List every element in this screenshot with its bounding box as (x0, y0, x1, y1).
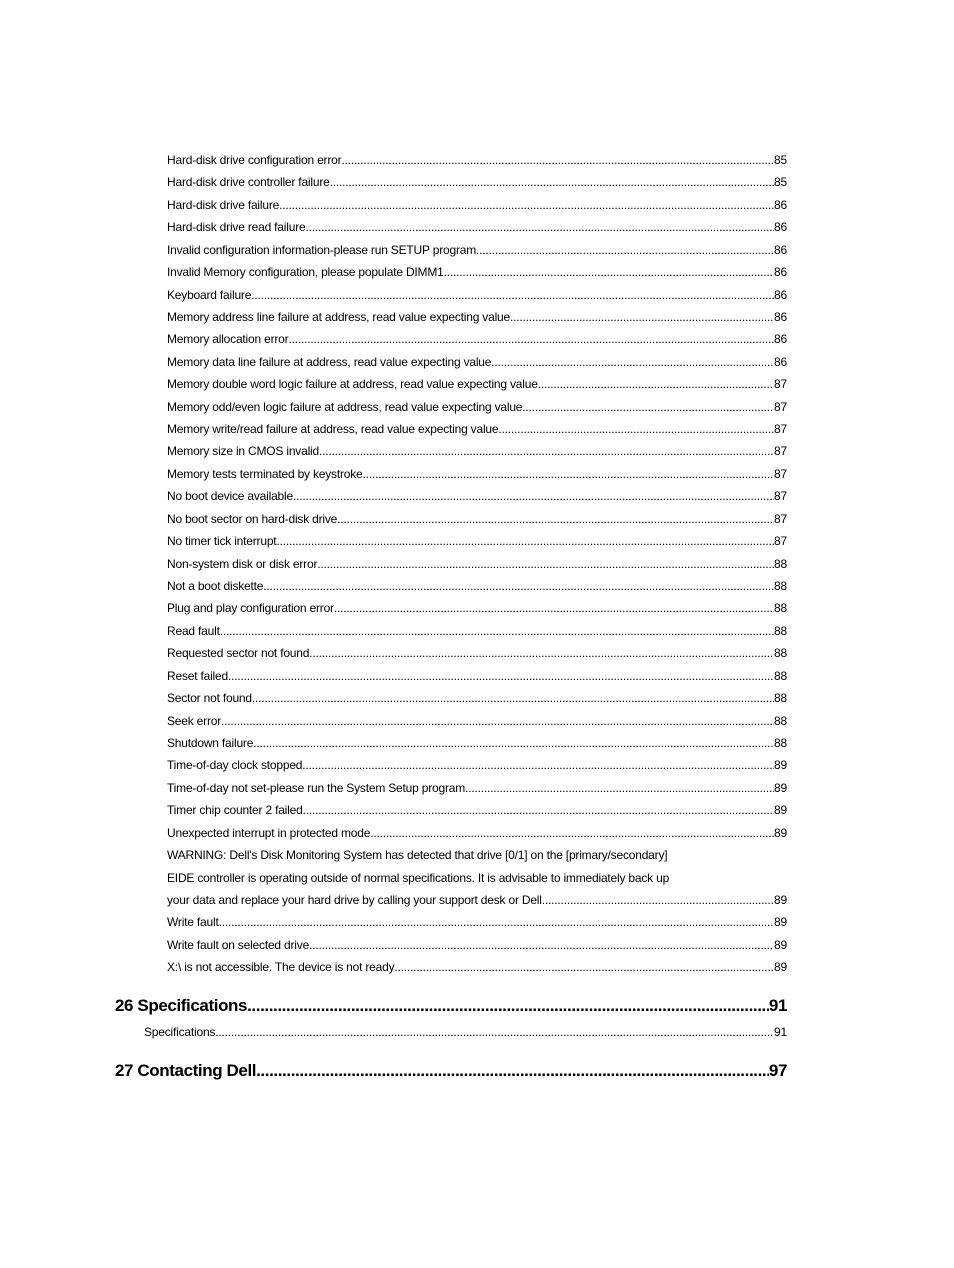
toc-entry-label: Non-system disk or disk error (167, 556, 318, 571)
toc-entry-page: 87 (774, 489, 787, 504)
dot-leader (476, 239, 774, 261)
toc-entry-page: 86 (774, 220, 787, 235)
dot-leader (293, 485, 774, 507)
toc-entry-label: X:\ is not accessible. The device is not ready (167, 960, 395, 975)
toc-entry-label: Invalid configuration information-please run SETUP program (167, 242, 477, 257)
toc-entry-page: 89 (774, 780, 787, 795)
dot-leader (341, 149, 774, 171)
toc-entry-page: 86 (774, 242, 787, 257)
toc-entry-label: Timer chip counter 2 failed (167, 803, 303, 818)
table-of-contents (0, 149, 954, 1086)
toc-entry[interactable] (167, 732, 787, 754)
chapter-title: 27 Contacting Dell (115, 1060, 257, 1080)
toc-warning-line-2[interactable] (167, 867, 787, 889)
dot-leader (542, 889, 774, 911)
dot-leader (317, 553, 774, 575)
toc-entry[interactable] (167, 530, 787, 552)
toc-entry-label: Unexpected interrupt in protected mode (167, 825, 371, 840)
toc-entry-label: Plug and play configuration error (167, 601, 334, 616)
dot-leader (510, 306, 774, 328)
toc-entry-label: Hard-disk drive configuration error (167, 153, 342, 167)
toc-entry-page: 88 (774, 646, 787, 661)
toc-entry-page: 91 (774, 1024, 787, 1039)
toc-entry[interactable] (167, 485, 787, 507)
toc-entry-page: 89 (774, 825, 787, 840)
dot-leader (288, 328, 774, 350)
dot-leader (309, 642, 774, 664)
toc-entry-label: Memory write/read failure at address, read value expecting value (167, 422, 499, 437)
dot-leader (498, 418, 774, 440)
toc-entry[interactable] (167, 216, 787, 238)
toc-entry[interactable] (167, 665, 787, 687)
spacer (0, 1043, 954, 1056)
toc-entry-label: Memory size in CMOS invalid (167, 444, 319, 459)
dot-leader (309, 934, 774, 956)
dot-leader (465, 777, 774, 799)
toc-entry-label: Seek error (167, 713, 222, 728)
dot-leader (302, 754, 774, 776)
toc-entry[interactable] (167, 575, 787, 597)
toc-entry-page: 88 (774, 691, 787, 706)
dot-leader (538, 373, 774, 395)
toc-entry[interactable] (167, 261, 787, 283)
toc-entry-label: Requested sector not found (167, 646, 310, 661)
dot-leader (522, 396, 774, 418)
toc-entry-label: Read fault (167, 623, 220, 638)
toc-entry[interactable] (167, 710, 787, 732)
toc-entry-page: 88 (774, 601, 787, 616)
toc-entry-label: Memory tests terminated by keystroke (167, 466, 363, 481)
toc-entry-page: 88 (774, 556, 787, 571)
dot-leader (276, 530, 774, 552)
dot-leader (220, 620, 774, 642)
toc-entry-label: Hard-disk drive controller failure (167, 175, 330, 190)
dot-leader (221, 710, 774, 732)
dot-leader (370, 822, 774, 844)
toc-entry-page: 87 (774, 511, 787, 526)
dot-leader (247, 991, 769, 1021)
toc-entry[interactable] (167, 620, 787, 642)
dot-leader (491, 351, 774, 373)
toc-entry[interactable] (167, 373, 787, 395)
toc-entry[interactable] (167, 754, 787, 776)
toc-section-specifications[interactable] (144, 1021, 787, 1043)
toc-entry-label: EIDE controller is operating outside of normal specifications. It is advisable to immediately back up (167, 870, 670, 885)
dot-leader (263, 575, 774, 597)
dot-leader (334, 597, 774, 619)
chapter-title: 26 Specifications (115, 995, 248, 1015)
toc-entry-page: 87 (774, 422, 787, 437)
toc-entry-page: 86 (774, 354, 787, 369)
toc-entry-label: Memory allocation error (167, 332, 289, 347)
toc-entry-page: 85 (774, 175, 787, 190)
toc-entry-page: 88 (774, 579, 787, 594)
dot-leader (337, 508, 774, 530)
toc-entry-label: Time-of-day not set-please run the System Setup program (167, 780, 466, 795)
dot-leader (305, 216, 774, 238)
toc-entry[interactable] (167, 777, 787, 799)
toc-entry-page: 86 (774, 332, 787, 347)
dot-leader (394, 956, 774, 978)
toc-entry[interactable] (167, 956, 787, 978)
toc-entry-label: Write fault on selected drive (167, 937, 310, 952)
dot-leader (319, 440, 774, 462)
toc-warning-line-3[interactable] (167, 889, 787, 911)
toc-entry-page: 86 (774, 287, 787, 302)
toc-entry[interactable] (167, 911, 787, 933)
toc-entry[interactable] (167, 822, 787, 844)
toc-entry-label: Shutdown failure (167, 735, 254, 750)
toc-entry-label: WARNING: Dell's Disk Monitoring System has detected that drive [0/1] on the [primary/secondary] (167, 848, 668, 863)
toc-entry[interactable] (167, 396, 787, 418)
dot-leader (256, 1056, 769, 1086)
toc-entry[interactable] (167, 799, 787, 821)
toc-entry[interactable] (167, 508, 787, 530)
toc-entry-page: 88 (774, 735, 787, 750)
toc-entry[interactable] (167, 239, 787, 261)
toc-entry-label: Keyboard failure (167, 287, 252, 302)
toc-entry-page: 86 (774, 265, 787, 280)
toc-chapter-27[interactable] (115, 1056, 787, 1086)
toc-chapter-26[interactable] (115, 991, 787, 1021)
toc-entry[interactable] (167, 284, 787, 306)
toc-entry-label: Memory data line failure at address, read value expecting value (167, 354, 492, 369)
toc-entry[interactable] (167, 440, 787, 462)
dot-leader (363, 463, 775, 485)
toc-entry[interactable] (167, 553, 787, 575)
dot-leader (330, 171, 774, 193)
toc-entry-label: Memory double word logic failure at address, read value expecting value (167, 377, 538, 392)
dot-leader (253, 732, 774, 754)
dot-leader (219, 911, 774, 933)
toc-entry-label: Specifications (144, 1024, 216, 1039)
toc-entry-page: 89 (774, 960, 787, 975)
dot-leader (251, 284, 774, 306)
toc-entry-label: your data and replace your hard drive by calling your support desk or Dell (167, 892, 542, 907)
toc-warning-line-1[interactable] (167, 844, 787, 866)
toc-entry-label: Time-of-day clock stopped (167, 758, 303, 773)
toc-entry-page: 88 (774, 713, 787, 728)
toc-entry-page: 88 (774, 623, 787, 638)
toc-entry[interactable] (167, 418, 787, 440)
dot-leader (215, 1021, 774, 1043)
toc-entry-page: 85 (774, 153, 787, 167)
toc-entry[interactable] (167, 642, 787, 664)
dot-leader (303, 799, 774, 821)
toc-entry-page: 87 (774, 377, 787, 392)
toc-entry[interactable] (167, 597, 787, 619)
toc-entry[interactable] (167, 351, 787, 373)
dot-leader (252, 687, 774, 709)
toc-entry[interactable] (167, 306, 787, 328)
toc-entry[interactable] (167, 934, 787, 956)
toc-entry[interactable] (167, 149, 787, 171)
dot-leader (228, 665, 774, 687)
toc-entry-page: 86 (774, 197, 787, 212)
toc-entry-page: 87 (774, 399, 787, 414)
spacer (0, 979, 954, 991)
toc-entry-label: Hard-disk drive read failure (167, 220, 306, 235)
toc-entry-label: Write fault (167, 915, 219, 930)
toc-entry-label: Sector not found (167, 691, 252, 706)
toc-entry-page: 87 (774, 534, 787, 549)
toc-entry-label: Reset failed (167, 668, 228, 683)
toc-entry[interactable] (167, 171, 787, 193)
toc-entry-page: 88 (774, 668, 787, 683)
toc-entry-label: No boot device available (167, 489, 293, 504)
toc-entry-page: 86 (774, 309, 787, 324)
toc-entry-label: No boot sector on hard-disk drive (167, 511, 338, 526)
dot-leader (444, 261, 774, 283)
toc-entry-page: 89 (774, 758, 787, 773)
chapter-page: 97 (768, 1060, 787, 1080)
toc-entry-label: Invalid Memory configuration, please populate DIMM1 (167, 265, 444, 280)
toc-entry[interactable] (167, 194, 787, 216)
toc-entry-page: 89 (774, 892, 787, 907)
toc-entry-label: Memory odd/even logic failure at address, read value expecting value (167, 399, 523, 414)
toc-entry[interactable] (167, 463, 787, 485)
toc-entry-label: Memory address line failure at address, read value expecting value (167, 309, 510, 324)
toc-entry-label: Not a boot diskette (167, 579, 264, 594)
toc-entry-page: 89 (774, 937, 787, 952)
toc-entry-page: 89 (774, 803, 787, 818)
toc-entry[interactable] (167, 328, 787, 350)
toc-entry-page: 87 (774, 444, 787, 459)
toc-entry-label: Hard-disk drive failure (167, 197, 280, 212)
dot-leader (279, 194, 774, 216)
toc-entry-page: 89 (774, 915, 787, 930)
toc-entry[interactable] (167, 687, 787, 709)
toc-entry-label: No timer tick interrupt (167, 534, 277, 549)
chapter-page: 91 (768, 995, 787, 1015)
toc-entry-page: 87 (774, 466, 787, 481)
